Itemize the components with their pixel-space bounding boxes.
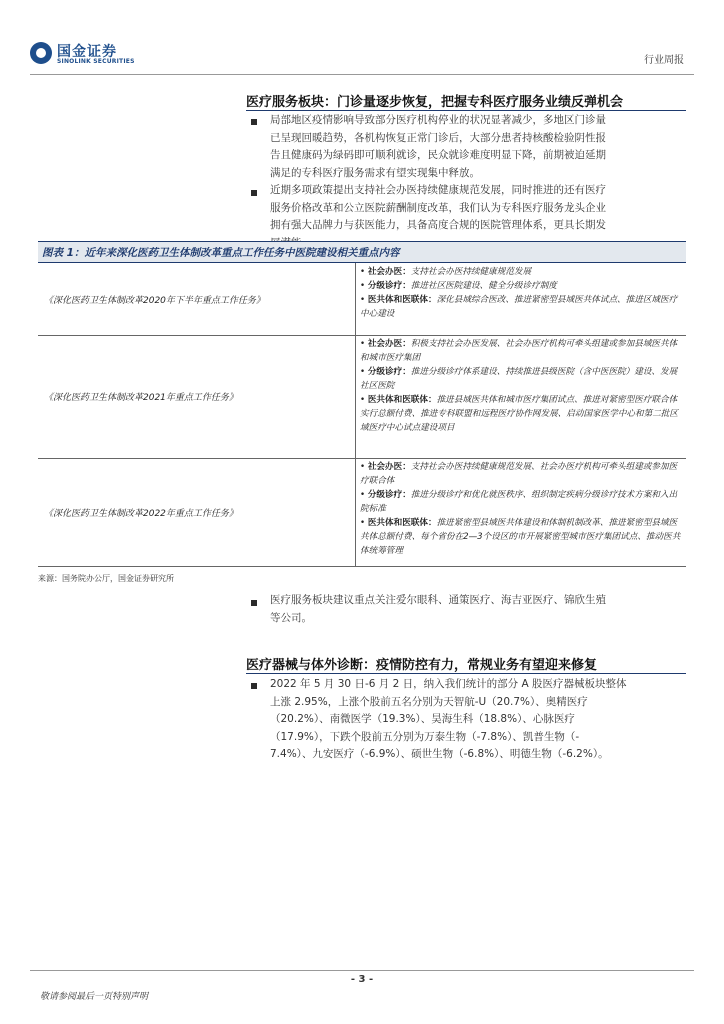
section-rule — [246, 673, 686, 674]
paragraph: 局部地区疫情影响导致部分医疗机构停业的状况显著减少，多地区门诊量 已呈现回暖趋势，各机构恢复正常门诊后，大部分患者持核酸检验阴性报 告且健康码为绿码即可顺利就诊，民众就诊难度明显下降，前期被迫延期 满足的专科医疗服务需求有望实现集中释放。 — [270, 114, 606, 179]
paragraph: 2022 年 5 月 30 日-6 月 2 日，纳入我们统计的部分 A 股医疗器械板块整体 上涨 2.95%，上涨个股前五名分别为天智航-U（20.7%）、奥精医疗 （20.2%）、南微医学（19.3%）、昊海生科（18.8%）、心脉医疗 （17.9%），下跌个股前五分别为万泰生物（-7.8%）、凯普生物（- 7.4%）、九安医疗（-6.9%）、硕世生物（-6.8%）、明德生物（-6.2%）。 — [270, 678, 627, 760]
table-cell-policy: 《深化医药卫生体制改革2022年重点工作任务》 — [38, 458, 356, 566]
table-cell-policy: 《深化医药卫生体制改革2021年重点工作任务》 — [38, 335, 356, 458]
table-row — [38, 458, 686, 567]
logo-icon — [30, 42, 52, 64]
section-title-medical-services: 医疗服务板块：门诊量逐步恢复，把握专科医疗服务业绩反弹机会 — [246, 95, 624, 110]
table-cell-content: • 社会办医：积极支持社会办医发展、社会办医疗机构可牵头组建或参加县域医共体和城市医疗集团 • 分级诊疗：推进分级诊疗体系建设、持续推进县级医院（含中医医院）建设、发展社区医院 • 医共体和医联体：推进县域医共体和城市医疗集团试点、推进对紧密型医疗联合体实行总额付费、推进专科联盟和远程医疗协作网发展、启动国家医学中心和第二批区域医疗中心试点建设项目 — [360, 339, 678, 433]
table-title: 图表 1：近年来深化医药卫生体制改革重点工作任务中医院建设相关重点内容 — [42, 247, 400, 259]
table-cell-content: • 社会办医：支持社会办医持续健康规范发展、社会办医疗机构可牵头组建或参加医疗联合体 • 分级诊疗：推进分级诊疗和优化就医秩序、组织制定疾病分级诊疗技术方案和入出院标准 • 医共体和医联体：推进紧密型县域医共体建设和体制机制改革、推进紧密型县域医共体总额付费、每个省份在2—3个设区的市开展紧密型城市医疗集团试点、推动医共体统筹管理 — [360, 462, 681, 556]
bullet-icon — [251, 119, 257, 125]
bullet-icon — [251, 190, 257, 196]
table-cell-content: • 社会办医：支持社会办医持续健康规范发展 • 分级诊疗：推进社区医院建设、健全分级诊疗制度 • 医共体和医联体：深化县域综合医改、推进紧密型县域医共体试点、推进区域医疗中心建设 — [360, 267, 678, 319]
bullet-icon — [251, 683, 257, 689]
bullet-icon — [251, 600, 257, 606]
footer-divider — [30, 970, 694, 971]
document-type: 行业周报 — [644, 55, 684, 66]
section-rule — [246, 110, 686, 111]
section-title-medical-devices: 医疗器械与体外诊断：疫情防控有力，常规业务有望迎来修复 — [246, 658, 598, 673]
header-divider — [30, 74, 694, 75]
logo-text-cn: 国金证券 — [57, 44, 117, 60]
table-row — [38, 335, 686, 459]
logo-text-en: SINOLINK SECURITIES — [57, 58, 135, 65]
disclaimer-link[interactable]: 敬请参阅最后一页特别声明 — [40, 992, 149, 1002]
table-cell-policy: 《深化医药卫生体制改革2020年下半年重点工作任务》 — [38, 263, 356, 335]
table-source: 来源：国务院办公厅，国金证券研究所 — [38, 574, 174, 583]
paragraph: 近期多项政策提出支持社会办医持续健康规范发展，同时推进的还有医疗 服务价格改革和公立医院薪酬制度改革，我们认为专科医疗服务龙头企业 拥有强大品牌力与获医能力，具备高度合规的医院管理体系，更具长期发 — [270, 184, 606, 231]
paragraph: 医疗服务板块建议重点关注爱尔眼科、通策医疗、海吉亚医疗、锦欣生殖 等公司。 — [270, 594, 606, 624]
page-number: - 3 - — [350, 974, 374, 985]
table-row — [38, 263, 686, 336]
